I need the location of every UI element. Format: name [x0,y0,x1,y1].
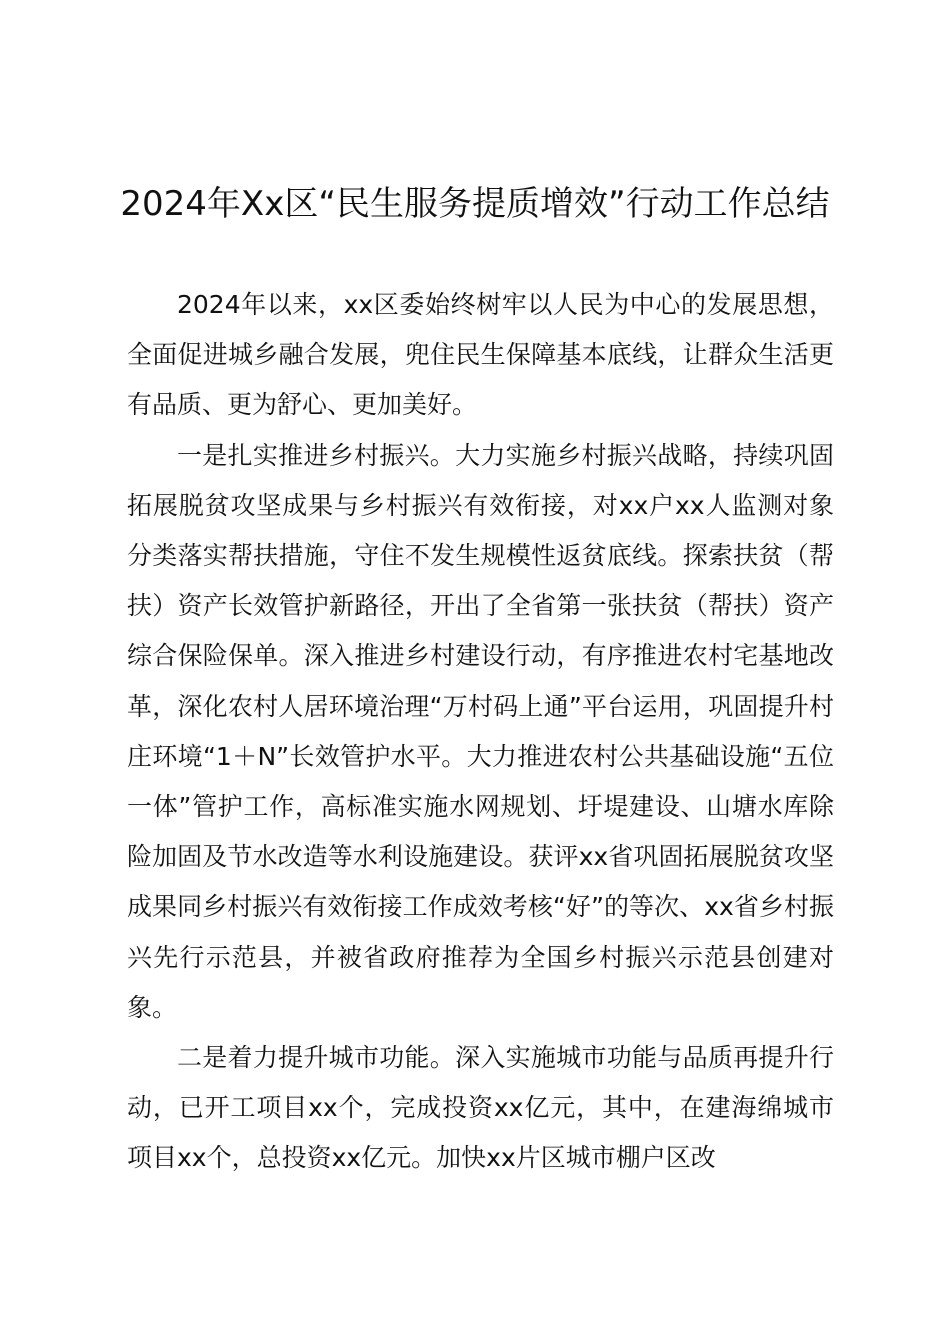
paragraph-intro: 2024年以来，xx区委始终树牢以人民为中心的发展思想，全面促进城乡融合发展，兜住民生保障基本底线，让群众生活更有品质、更为舒心、更加美好。 [127,290,834,420]
paragraph-city-function: 二是着力提升城市功能。深入实施城市功能与品质再提升行动，已开工项目xx个，完成投资xx亿元，其中，在建海绵城市项目xx个，总投资xx亿元。加快xx片区城市棚户区改 [127,1043,834,1173]
document-title: 2024年Xx区“民生服务提质增效”行动工作总结 [120,184,830,224]
document-body [127,280,834,1184]
paragraph-rural-revitalization: 一是扎实推进乡村振兴。大力实施乡村振兴战略，持续巩固拓展脱贫攻坚成果与乡村振兴有效衔接，对xx户xx人监测对象分类落实帮扶措施，守住不发生规模性返贫底线。探索扶贫（帮扶）资产长效管护新路径，开出了全省第一张扶贫（帮扶）资产综合保险保单。深入推进乡村建设行动，有序推进农村宅基地改革，深化农村人居环境治理“万村码上通”平台运用，巩固提升村庄环境“1＋N”长效管护水平。大力推进农村公共基础设施“五位一体”管护工作，高标准实施水网规划、圩堤建设、山塘水库除险加固及节水改造等水利设施建设。获评xx省巩固拓展脱贫攻坚成果同乡村振兴有效衔接工作成效考核“好”的等次、xx省乡村振兴先行示范县，并被省政府推荐为全国乡村振兴示范县创建对象。 [127,440,834,1022]
